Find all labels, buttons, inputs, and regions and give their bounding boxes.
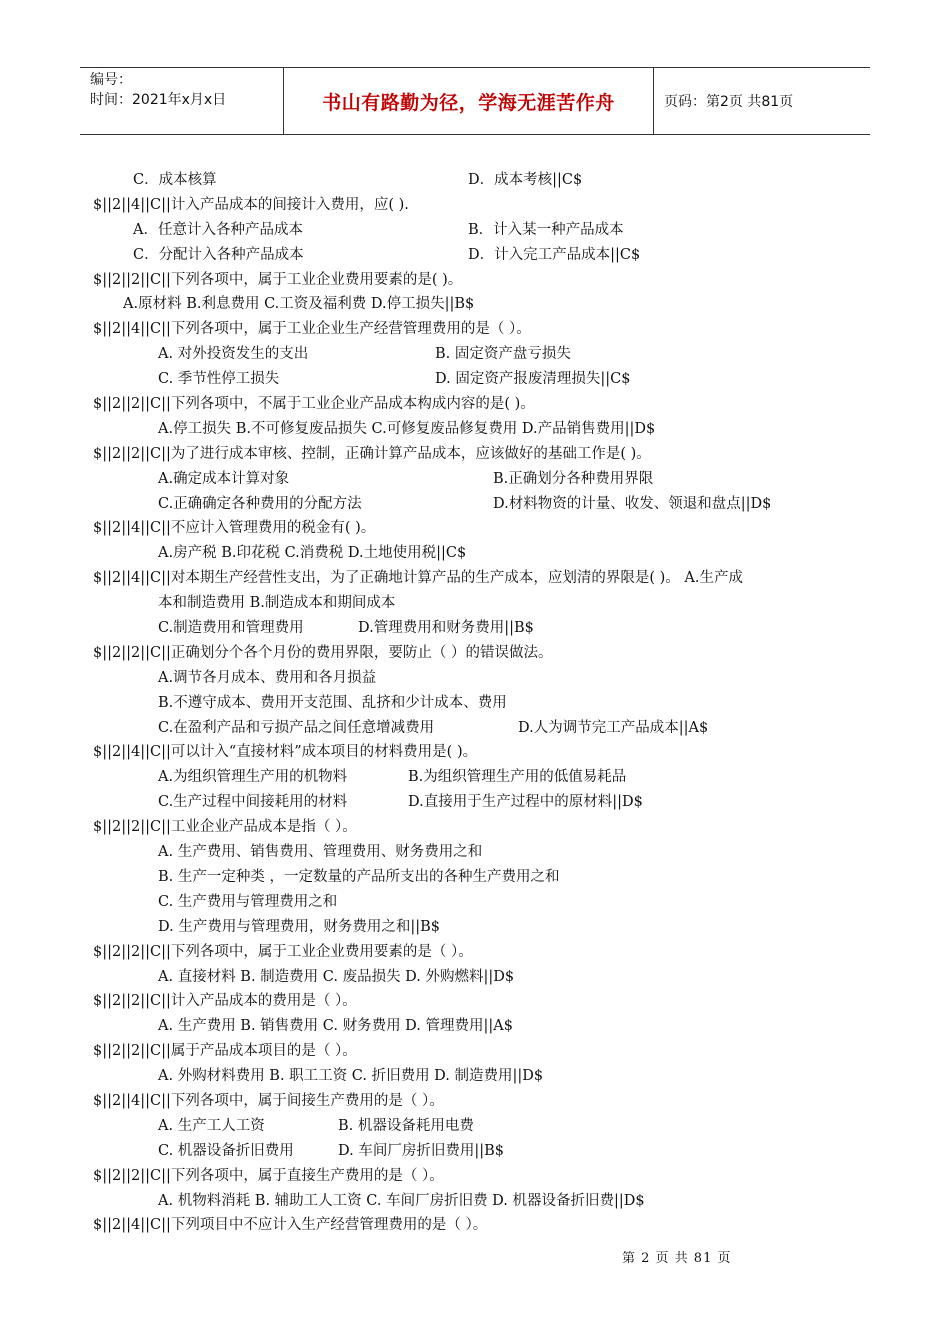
text-line [93, 417, 873, 442]
line-text: $||2||4||C||下列各项中，属于工业企业生产经营管理费用的是（ ）。 [93, 321, 531, 338]
line-text: C. 生产费用与管理费用之和 [158, 893, 338, 910]
line-option-right: B．计入某一种产品成本 [468, 221, 624, 238]
text-line [93, 591, 873, 616]
text-line [93, 1064, 873, 1089]
page-footer: 第 2 页 共 81 页 [622, 1251, 732, 1266]
text-line [93, 342, 873, 367]
line-text: A.确定成本计算对象 [158, 470, 290, 487]
text-line [93, 641, 873, 666]
text-line [93, 691, 873, 716]
text-line [93, 1114, 873, 1139]
document-number-label: 编号： [90, 72, 132, 88]
line-option-right: D.管理费用和财务费用||B$ [358, 620, 534, 637]
line-option-right: B. 机器设备耗用电费 [338, 1117, 474, 1134]
line-option-right: D．成本考核||C$ [468, 172, 583, 188]
line-text: $||2||4||C||可以计入“直接材料”成本项目的材料费用是( )。 [93, 744, 478, 761]
line-text: 本和制造费用 B.制造成本和期间成本 [158, 595, 396, 612]
document-body [93, 168, 873, 1238]
text-line [93, 1213, 873, 1238]
text-line [93, 566, 873, 591]
line-text: $||2||2||C||属于产品成本项目的是（ ）。 [93, 1043, 357, 1060]
line-text: A. 生产工人工资 [158, 1117, 265, 1134]
line-option-right: B.正确划分各种费用界限 [493, 470, 654, 487]
line-text: C．成本核算 [133, 172, 217, 188]
page-header [80, 67, 870, 135]
text-line [93, 840, 873, 865]
line-text: A．任意计入各种产品成本 [133, 221, 303, 238]
text-line [93, 317, 873, 342]
line-option-right: D.直接用于生产过程中的原材料||D$ [408, 794, 643, 811]
line-text: $||2||2||C||工业企业产品成本是指（ ）。 [93, 819, 357, 836]
line-text: A. 外购材料费用 B. 职工工资 C. 折旧费用 D. 制造费用||D$ [158, 1068, 544, 1085]
line-text: B. 生产一定种类 ，一定数量的产品所支出的各种生产费用之和 [158, 868, 560, 885]
text-line [93, 1139, 873, 1164]
text-line [93, 716, 873, 741]
text-line [93, 890, 873, 915]
line-option-right: D. 固定资产报废清理损失||C$ [435, 371, 631, 388]
line-text: C. 机器设备折旧费用 [158, 1142, 294, 1159]
header-motto: 书山有路勤为径，学海无涯苦作舟 [283, 68, 654, 134]
text-line [93, 392, 873, 417]
text-line [93, 168, 873, 193]
line-text: $||2||2||C||计入产品成本的费用是（ ）。 [93, 993, 357, 1010]
text-line [93, 193, 873, 218]
line-text: $||2||2||C||下列各项中，属于工业企业费用要素的是（ ）。 [93, 943, 473, 960]
text-line [93, 367, 873, 392]
text-line [93, 1189, 873, 1214]
line-option-right: B.为组织管理生产用的低值易耗品 [408, 769, 627, 786]
header-page-info: 页码：第2页 共81页 [664, 94, 794, 110]
text-line [93, 989, 873, 1014]
text-line [93, 790, 873, 815]
text-line [93, 865, 873, 890]
text-line [93, 915, 873, 940]
line-text: $||2||4||C||下列各项中，属于间接生产费用的是（ ）。 [93, 1092, 444, 1109]
line-text: A.房产税 B.印花税 C.消费税 D.土地使用税||C$ [158, 545, 467, 562]
text-line [93, 292, 873, 317]
line-text: $||2||4||C||不应计入管理费用的税金有( )。 [93, 520, 376, 537]
text-line [93, 516, 873, 541]
text-line [93, 442, 873, 467]
line-text: $||2||2||C||下列各项中，属于工业企业费用要素的是( )。 [93, 271, 463, 288]
text-line [93, 740, 873, 765]
line-text: A.为组织管理生产用的机物料 [158, 769, 348, 786]
line-text: $||2||4||C||对本期生产经营性支出，为了正确地计算产品的生产成本，应划清的界限是( )。 A.生产成 [93, 570, 743, 587]
text-line [93, 616, 873, 641]
text-line [93, 666, 873, 691]
line-text: C．分配计入各种产品成本 [133, 246, 304, 263]
text-line [93, 765, 873, 790]
text-line [93, 268, 873, 293]
text-line [93, 1014, 873, 1039]
line-text: $||2||4||C||下列项目中不应计入生产经营管理费用的是（ ）。 [93, 1217, 488, 1234]
line-text: A.停工损失 B.不可修复废品损失 C.可修复废品修复费用 D.产品销售费用||D$ [158, 420, 656, 437]
text-line [93, 492, 873, 517]
line-text: $||2||2||C||为了进行成本审核、控制，正确计算产品成本，应该做好的基础工作是( )。 [93, 445, 651, 462]
line-text: C.制造费用和管理费用 [158, 620, 304, 637]
line-option-right: D.材料物资的计量、收发、领退和盘点||D$ [493, 495, 772, 512]
line-text: A. 直接材料 B. 制造费用 C. 废品损失 D. 外购燃料||D$ [158, 968, 515, 985]
line-option-right: D. 车间厂房折旧费用||B$ [338, 1142, 504, 1159]
line-text: A. 对外投资发生的支出 [158, 346, 309, 363]
line-text: A.原材料 B.利息费用 C.工资及福利费 D.停工损失||B$ [123, 296, 475, 313]
line-text: A. 生产费用 B. 销售费用 C. 财务费用 D. 管理费用||A$ [158, 1018, 513, 1035]
line-text: D. 生产费用与管理费用，财务费用之和||B$ [158, 918, 440, 935]
text-line [93, 965, 873, 990]
text-line [93, 1164, 873, 1189]
text-line [93, 218, 873, 243]
text-line [93, 940, 873, 965]
line-option-right: D．计入完工产品成本||C$ [468, 246, 641, 263]
line-text: A. 机物料消耗 B. 辅助工人工资 C. 车间厂房折旧费 D. 机器设备折旧费||D$ [158, 1192, 645, 1209]
line-text: $||2||2||C||正确划分个各个月份的费用界限，要防止（ ）的错误做法。 [93, 644, 553, 661]
header-meta [80, 68, 283, 134]
text-line [93, 243, 873, 268]
text-line [93, 1089, 873, 1114]
line-text: C.生产过程中间接耗用的材料 [158, 794, 348, 811]
line-text: $||2||2||C||下列各项中，不属于工业企业产品成本构成内容的是( )。 [93, 396, 535, 413]
line-text: C.在盈利产品和亏损产品之间任意增减费用 [158, 719, 435, 736]
line-option-right: D.人为调节完工产品成本||A$ [518, 719, 709, 736]
line-text: $||2||2||C||下列各项中，属于直接生产费用的是（ ）。 [93, 1167, 444, 1184]
text-line [93, 467, 873, 492]
line-option-right: B. 固定资产盘亏损失 [435, 346, 571, 363]
text-line [93, 815, 873, 840]
text-line [93, 541, 873, 566]
line-text: C. 季节性停工损失 [158, 371, 280, 388]
line-text: C.正确确定各种费用的分配方法 [158, 495, 362, 512]
line-text: B.不遵守成本、费用开支范围、乱挤和少计成本、费用 [158, 694, 507, 711]
document-date: 时间：2021年x月x日 [90, 92, 227, 108]
line-text: A. 生产费用、销售费用、管理费用、财务费用之和 [158, 844, 483, 861]
text-line [93, 1039, 873, 1064]
line-text: $||2||4||C||计入产品成本的间接计入费用，应( ). [93, 196, 409, 213]
line-text: A.调节各月成本、费用和各月损益 [158, 669, 377, 686]
